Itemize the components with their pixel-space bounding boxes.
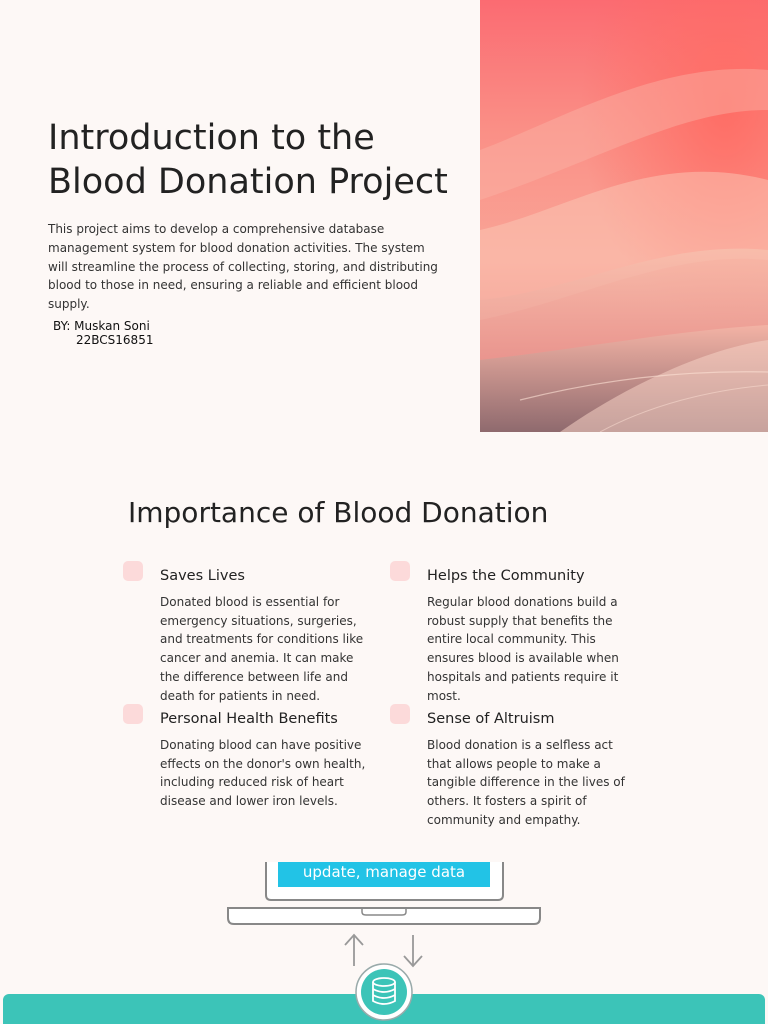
down-arrow-icon (404, 935, 422, 966)
card-health-benefits (160, 710, 370, 811)
author-block (53, 319, 153, 347)
author-name: BY: Muskan Soni (53, 319, 150, 333)
importance-title: Importance of Blood Donation (128, 496, 549, 529)
laptop-icon (228, 862, 540, 924)
intro-slide (0, 0, 768, 432)
card-heading: Saves Lives (160, 568, 245, 584)
card-marker (390, 704, 410, 724)
card-altruism (427, 710, 639, 830)
author-id: 22BCS16851 (76, 333, 154, 347)
card-text: Donating blood can have positive effects on the donor's own health, including reduced risk of heart disease and lower iron levels. (160, 738, 366, 809)
intro-title: Introduction to the Blood Donation Project (48, 118, 448, 202)
card-heading: Sense of Altruism (427, 711, 555, 727)
importance-slide (0, 432, 768, 862)
card-marker (123, 561, 143, 581)
hero-image (480, 0, 768, 432)
card-marker (123, 704, 143, 724)
card-helps-community (427, 567, 627, 705)
card-text: Regular blood donations build a robust supply that benefits the entire local community. This ensures blood is available when hospitals and patients require it most. (427, 595, 619, 703)
screen-label: update, manage data (302, 863, 466, 881)
system-diagram (0, 862, 768, 1024)
database-icon (356, 964, 412, 1020)
card-text: Blood donation is a selfless act that allows people to make a tangible difference in the lives of others. It fosters a spirit of community and empathy. (427, 738, 625, 827)
up-arrow-icon (345, 935, 363, 966)
card-heading: Helps the Community (427, 568, 585, 584)
card-text: Donated blood is essential for emergency situations, surgeries, and treatments for conditions like cancer and anemia. It can make the difference between life and death for patients in need. (160, 595, 364, 703)
card-marker (390, 561, 410, 581)
card-saves-lives (160, 567, 375, 705)
card-heading: Personal Health Benefits (160, 711, 338, 727)
intro-description: This project aims to develop a comprehensive database management system for blood donation activities. The system will streamline the process of collecting, storing, and distributing blood to those in need, ensuring a reliable and efficient blood supply. (48, 222, 438, 312)
